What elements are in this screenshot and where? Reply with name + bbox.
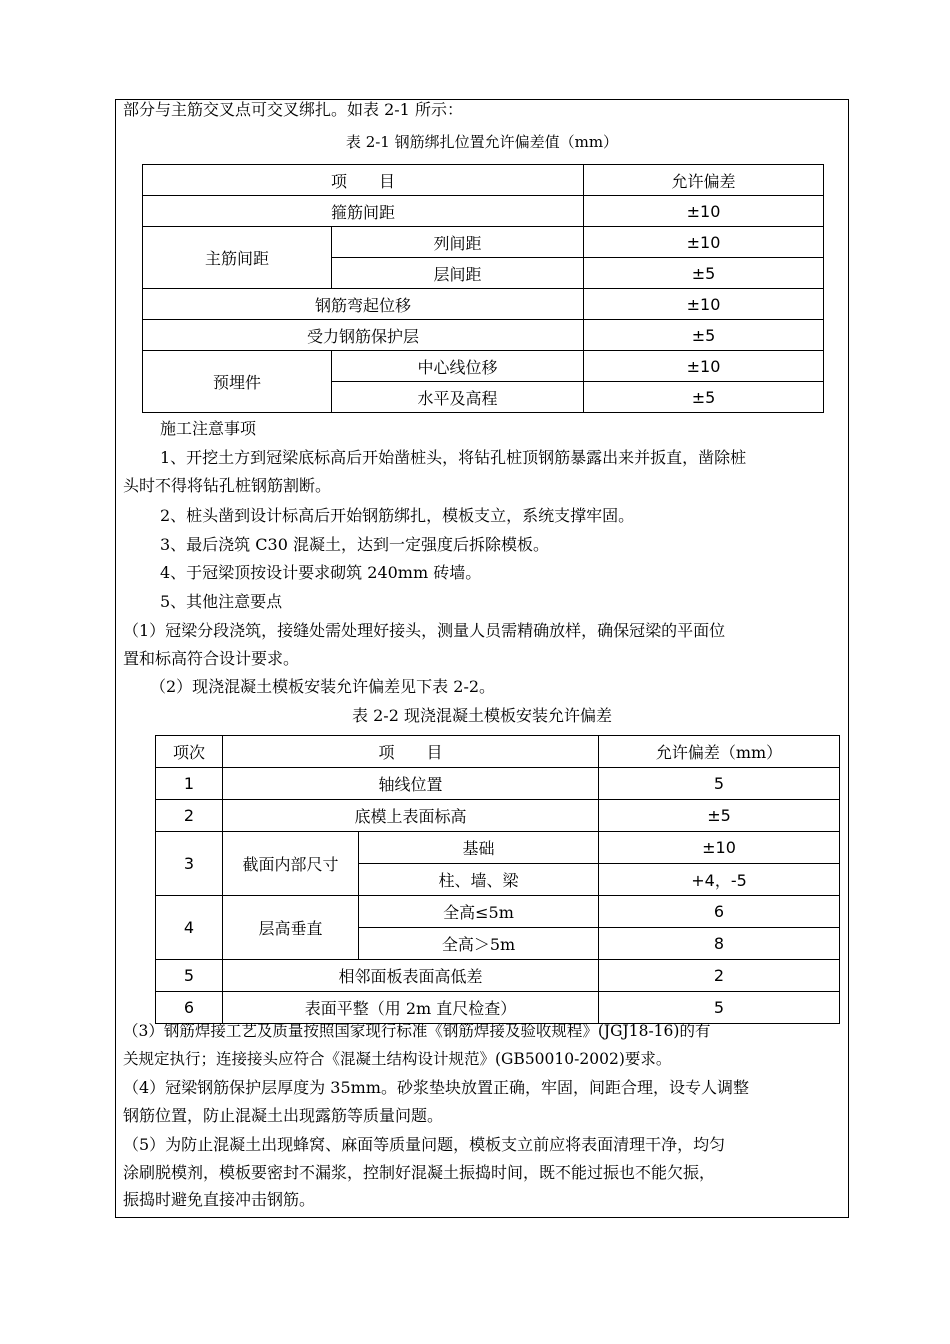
point-5-cont: 涂刷脱模剂，模板要密封不漏浆，控制好混凝土振捣时间，既不能过振也不能欠振， [123, 1163, 716, 1182]
table-cell: 受力钢筋保护层 [143, 320, 584, 351]
table-cell: 6 [599, 896, 840, 928]
table-cell: ±10 [584, 227, 824, 258]
table-cell: 水平及高程 [332, 382, 584, 413]
table-row [156, 800, 840, 832]
table1-header-dev: 允许偏差 [584, 165, 824, 196]
table-cell: ±10 [584, 196, 824, 227]
point-3-cont: 关规定执行；连接接头应符合《混凝土结构设计规范》(GB50010-2002)要求。 [123, 1050, 672, 1068]
point-5-end: 振捣时避免直接冲击钢筋。 [123, 1190, 316, 1209]
table-cell: 4 [156, 896, 223, 960]
table-row [143, 289, 824, 320]
table1-caption: 表 2-1 钢筋绑扎位置允许偏差值（mm） [345, 133, 619, 151]
table-cell: ±5 [584, 382, 824, 413]
note-3: 3、最后浇筑 C30 混凝土，达到一定强度后拆除模板。 [160, 535, 549, 554]
table-cell: 柱、墙、梁 [359, 864, 599, 896]
table-cell: 列间距 [332, 227, 584, 258]
note-2: 2、桩头凿到设计标高后开始钢筋绑扎，模板支立，系统支撑牢固。 [160, 506, 635, 525]
table1 [142, 164, 824, 413]
table-cell: 6 [156, 992, 223, 1024]
notes-title: 施工注意事项 [160, 419, 257, 438]
point-3: （3）钢筋焊接工艺及质量按照国家现行标准《钢筋焊接及验收规程》(JGJ18-16)的有 [123, 1022, 711, 1040]
table-cell: ±10 [584, 289, 824, 320]
table-cell: 8 [599, 928, 840, 960]
table-cell: ±5 [584, 320, 824, 351]
table-cell: 全高＞5m [359, 928, 599, 960]
table1-header [143, 165, 824, 196]
table-cell: 底模上表面标高 [223, 800, 599, 832]
table-cell: 相邻面板表面高低差 [223, 960, 599, 992]
point-5: （5）为防止混凝土出现蜂窝、麻面等质量问题，模板支立前应将表面清理干净，均匀 [123, 1135, 726, 1154]
table-cell: 层间距 [332, 258, 584, 289]
table2-caption: 表 2-2 现浇混凝土模板安装允许偏差 [352, 706, 612, 725]
table-cell: 2 [599, 960, 840, 992]
table-row [156, 896, 840, 928]
table-cell: 5 [156, 960, 223, 992]
table-cell: 5 [599, 768, 840, 800]
table-row [143, 196, 824, 227]
table-cell: ±5 [584, 258, 824, 289]
point-4: （4）冠梁钢筋保护层厚度为 35mm。砂浆垫块放置正确，牢固，间距合理，设专人调整 [123, 1078, 749, 1097]
table1-header-item: 项 目 [143, 165, 584, 196]
table-cell: 轴线位置 [223, 768, 599, 800]
table-row [156, 832, 840, 864]
note-4: 4、于冠梁顶按设计要求砌筑 240mm 砖墙。 [160, 563, 482, 582]
table-cell: ±10 [599, 832, 840, 864]
table-cell: +4，-5 [599, 864, 840, 896]
table-cell: 截面内部尺寸 [223, 832, 359, 896]
table-cell: 5 [599, 992, 840, 1024]
table-row [143, 351, 824, 382]
table-cell: ±10 [584, 351, 824, 382]
table-cell: 箍筋间距 [143, 196, 584, 227]
table-cell: 中心线位移 [332, 351, 584, 382]
note-1-cont: 头时不得将钻孔桩钢筋割断。 [123, 476, 332, 495]
table-cell: 基础 [359, 832, 599, 864]
table-cell: 层高垂直 [223, 896, 359, 960]
table-cell: 钢筋弯起位移 [143, 289, 584, 320]
table-cell: 主筋间距 [143, 227, 332, 289]
table-cell: 1 [156, 768, 223, 800]
point-2: （2）现浇混凝土模板安装允许偏差见下表 2-2。 [150, 677, 496, 696]
note-5: 5、其他注意要点 [160, 592, 283, 611]
table-row [156, 992, 840, 1024]
point-1: （1）冠梁分段浇筑，接缝处需处理好接头，测量人员需精确放样，确保冠梁的平面位 [123, 621, 726, 640]
intro-text: 部分与主筋交叉点可交叉绑扎。如表 2-1 所示： [123, 100, 463, 119]
table2 [155, 735, 840, 1024]
note-1: 1、开挖土方到冠梁底标高后开始凿桩头，将钻孔桩顶钢筋暴露出来并扳直，凿除桩 [160, 448, 747, 467]
table-cell: 2 [156, 800, 223, 832]
table2-header [156, 736, 840, 768]
table2-header-item: 项 目 [223, 736, 599, 768]
table-cell: 表面平整（用 2m 直尺检查） [223, 992, 599, 1024]
table2-header-dev: 允许偏差（mm） [599, 736, 840, 768]
table2-header-no: 项次 [156, 736, 223, 768]
table-cell: 预埋件 [143, 351, 332, 413]
table-row [156, 768, 840, 800]
point-1-cont: 置和标高符合设计要求。 [123, 649, 300, 668]
table-row [143, 227, 824, 258]
table-cell: 全高≤5m [359, 896, 599, 928]
table-cell: 3 [156, 832, 223, 896]
table-cell: ±5 [599, 800, 840, 832]
point-4-cont: 钢筋位置，防止混凝土出现露筋等质量问题。 [123, 1106, 444, 1125]
table-row [143, 320, 824, 351]
table-row [156, 960, 840, 992]
